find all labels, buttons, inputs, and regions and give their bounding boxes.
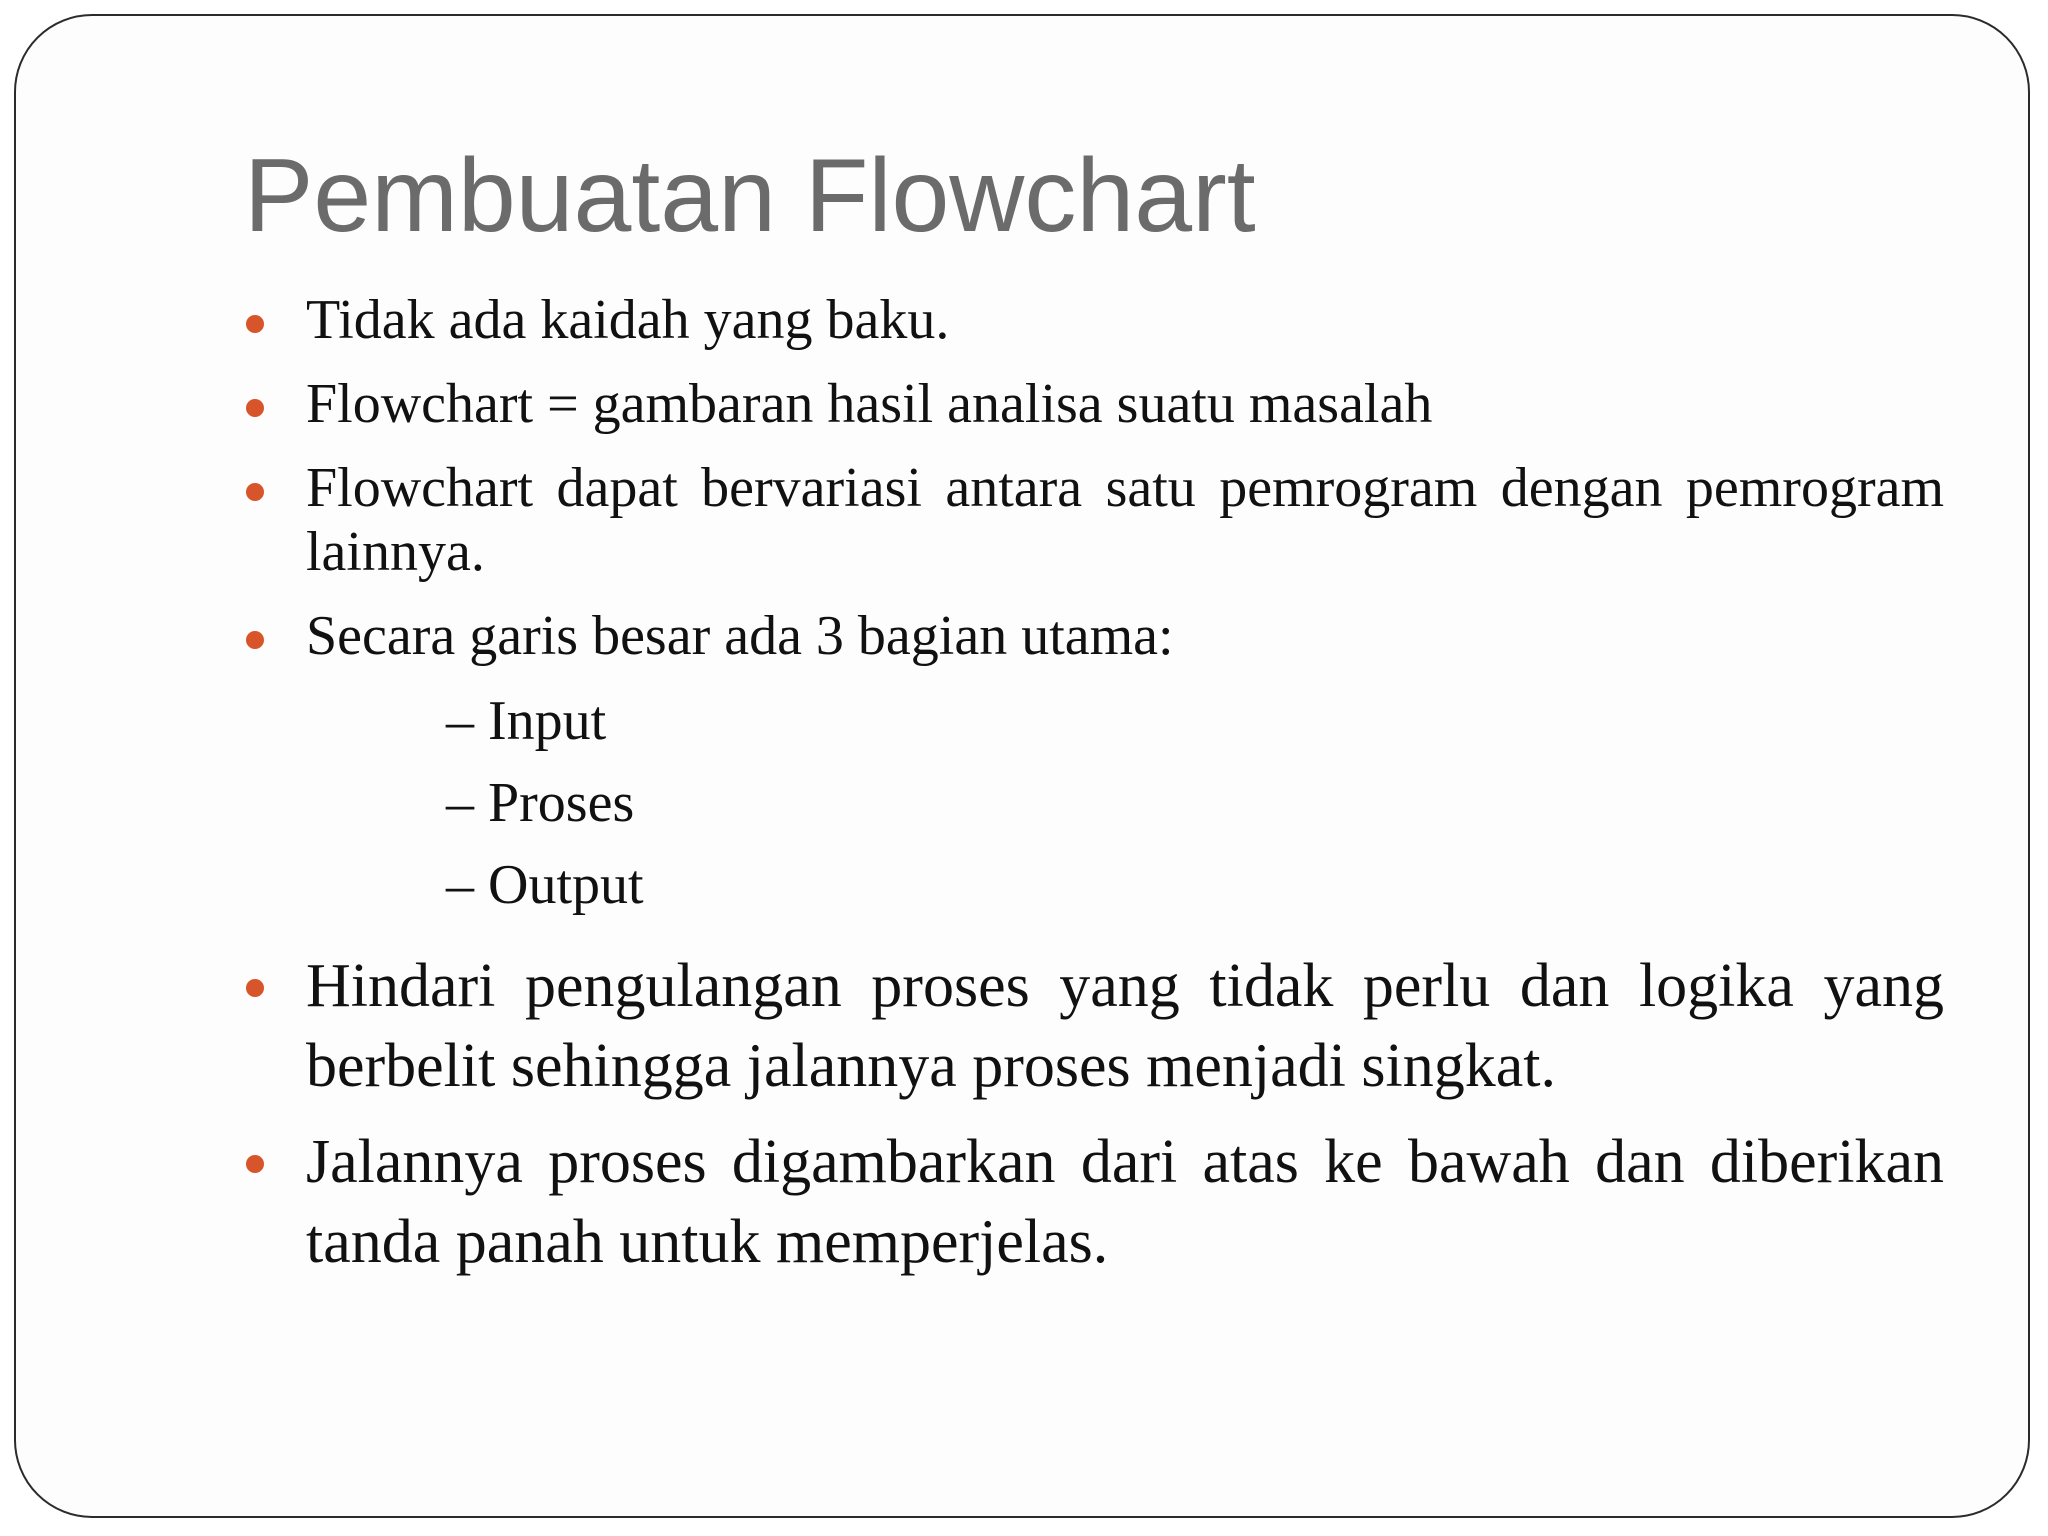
bullet-list	[244, 288, 1944, 1298]
bullet-dot-icon	[246, 631, 264, 649]
bullet-item	[244, 604, 1944, 926]
bullet-dot-icon	[246, 979, 264, 997]
bullet-dot-icon	[246, 399, 264, 417]
sub-list	[306, 680, 1944, 926]
slide-title: Pembuatan Flowchart	[244, 138, 1256, 254]
bullet-text: Secara garis besar ada 3 bagian utama:	[306, 605, 1174, 667]
bullet-dot-icon	[246, 1155, 264, 1173]
sub-item-proses: – Proses	[446, 772, 635, 834]
slide-frame	[14, 14, 2030, 1518]
bullet-item	[244, 456, 1944, 584]
bullet-text: Flowchart dapat bervariasi antara satu pemrogram dengan pemrogram lainnya.	[306, 457, 1944, 583]
bullet-text: Hindari pengulangan proses yang tidak perlu dan logika yang berbelit sehingga jalannya proses menjadi singkat.	[306, 952, 1944, 1100]
bullet-text: Tidak ada kaidah yang baku.	[306, 289, 950, 351]
sub-item-input: – Input	[446, 690, 607, 752]
sub-item-output: – Output	[446, 854, 644, 916]
bullet-text: Flowchart = gambaran hasil analisa suatu masalah	[306, 373, 1433, 435]
bullet-item	[244, 946, 1944, 1106]
bullet-dot-icon	[246, 315, 264, 333]
bullet-item	[244, 372, 1944, 436]
bullet-text: Jalannya proses digambarkan dari atas ke bawah dan diberikan tanda panah untuk memperjelas.	[306, 1128, 1944, 1276]
bullet-item	[244, 1122, 1944, 1282]
bullet-dot-icon	[246, 483, 264, 501]
bullet-item	[244, 288, 1944, 352]
